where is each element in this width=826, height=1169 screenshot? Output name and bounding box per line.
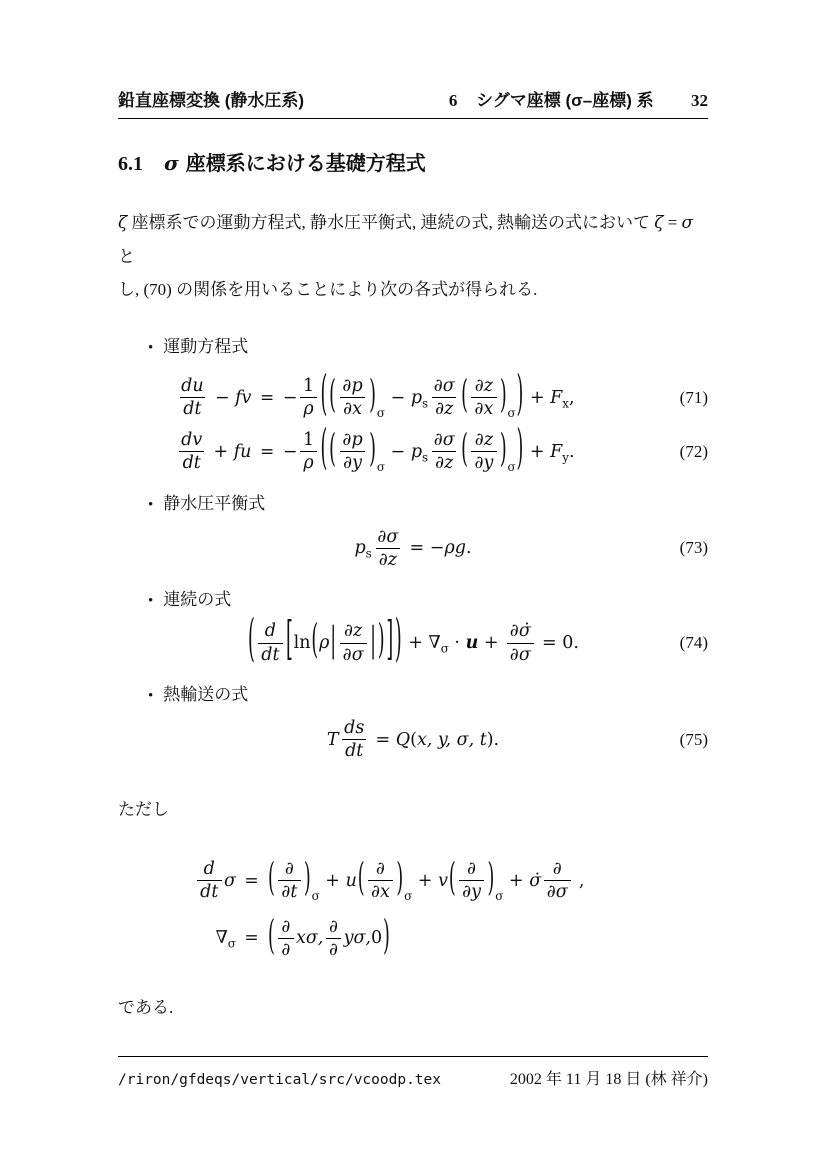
header-section-title: シグマ座標 (σ–座標) 系 [476, 91, 654, 110]
bullet-item-hydrostatic [148, 489, 708, 514]
eq71-number: (71) [679, 387, 708, 407]
dearu-label: である. [118, 998, 174, 1018]
bullet-item-momentum [148, 332, 708, 357]
eq71-lhs: du dt − fv [181, 376, 252, 420]
bullet-icon: • [148, 340, 154, 356]
def-a-rhs: ( ∂ ∂t ) σ + u ( ∂ ∂x ) σ + v ( ∂ ∂y ) σ + σ̇ ∂ ∂σ , [268, 856, 585, 903]
eq75-number: (75) [679, 729, 708, 749]
equation-block-71-72 [118, 368, 708, 477]
bullet-label-momentum: 運動方程式 [163, 337, 249, 356]
bullet-icon: • [148, 593, 154, 610]
header-page-number: 32 [691, 91, 708, 110]
definition-equations [118, 856, 708, 960]
equation-75 [118, 719, 708, 761]
section-heading [118, 147, 708, 176]
bullet-label-continuity: 連続の式 [163, 590, 232, 610]
eq71-equals: = [259, 387, 275, 408]
running-head-right [449, 86, 708, 111]
eq72-number: (72) [679, 441, 708, 461]
eq74-body: ( d dt [ ln ( ρ | ∂z ∂σ | ) ] ) + ∇ σ · u + $\frac{\partial\sigmȧ}{\partial\sigma}$ = 0. [247, 611, 579, 670]
bullet-item-thermal [148, 680, 708, 705]
header-section-number: 6 [448, 91, 458, 110]
section-number: 6.1 [118, 153, 143, 175]
bullet-item-continuity [148, 585, 708, 610]
eq73-number: (73) [679, 538, 708, 558]
eq75-body: T $\frac{ds}{dt}$ = Q ( x, y, σ, t ). [326, 718, 500, 762]
eq72-rhs: − $\frac{1}{\rho}$ ( ( ∂p ∂y ) σ − p s ∂σ ∂z ( ∂z ∂y ) σ ) + F y . [282, 422, 575, 477]
def-b-lhs: ∇ σ [215, 928, 236, 951]
def-a-equals: = [244, 870, 259, 891]
bullet-label-thermal: 熱輸送の式 [163, 685, 249, 704]
eq71-rhs: − $\frac{1}{\rho}$ ( ( ∂p ∂x ) σ − p s ∂σ ∂z ( ∂z ∂x ) σ ) + F x , [282, 368, 575, 423]
sigma-symbol: σ [164, 151, 179, 175]
equation-73 [118, 528, 708, 570]
bullet-icon: • [148, 496, 154, 513]
eq73-body: p s $\frac{\partial\sigma}{\partial z}$ = − ρg . [354, 526, 472, 570]
section-title-text: 座標系における基礎方程式 [185, 153, 426, 175]
def-b-equals: = [244, 928, 259, 949]
eq72-equals: = [259, 441, 275, 462]
def-b-rhs: ( ∂ ∂ xσ, ∂ ∂ yσ, 0 ) [268, 913, 390, 960]
intro-paragraph: ζ 座標系での運動方程式, 静水圧平衡式, 連続の式, 熱輸送の式において ζ = σ と し, (70) の関係を用いることにより次の各式が得られる. [118, 213, 694, 299]
bullet-icon: • [148, 688, 154, 704]
running-head-left: 鉛直座標変換 (静水圧系) [118, 91, 305, 110]
bullet-label-hydrostatic: 静水圧平衡式 [163, 493, 266, 513]
page-footer [118, 1056, 708, 1089]
eq74-number: (74) [679, 633, 708, 653]
tadashi-label: ただし [118, 799, 169, 819]
eq72-lhs: dv dt + fu [181, 429, 252, 474]
page-header [118, 86, 708, 119]
def-a-lhs: d dt σ [195, 860, 236, 902]
equation-74 [118, 611, 708, 670]
footer-date: 2002 年 11 月 18 日 (林 祥介) [509, 1071, 708, 1088]
footer-file-path: /riron/gfdeqs/vertical/src/vcoodp.tex [118, 1072, 442, 1088]
